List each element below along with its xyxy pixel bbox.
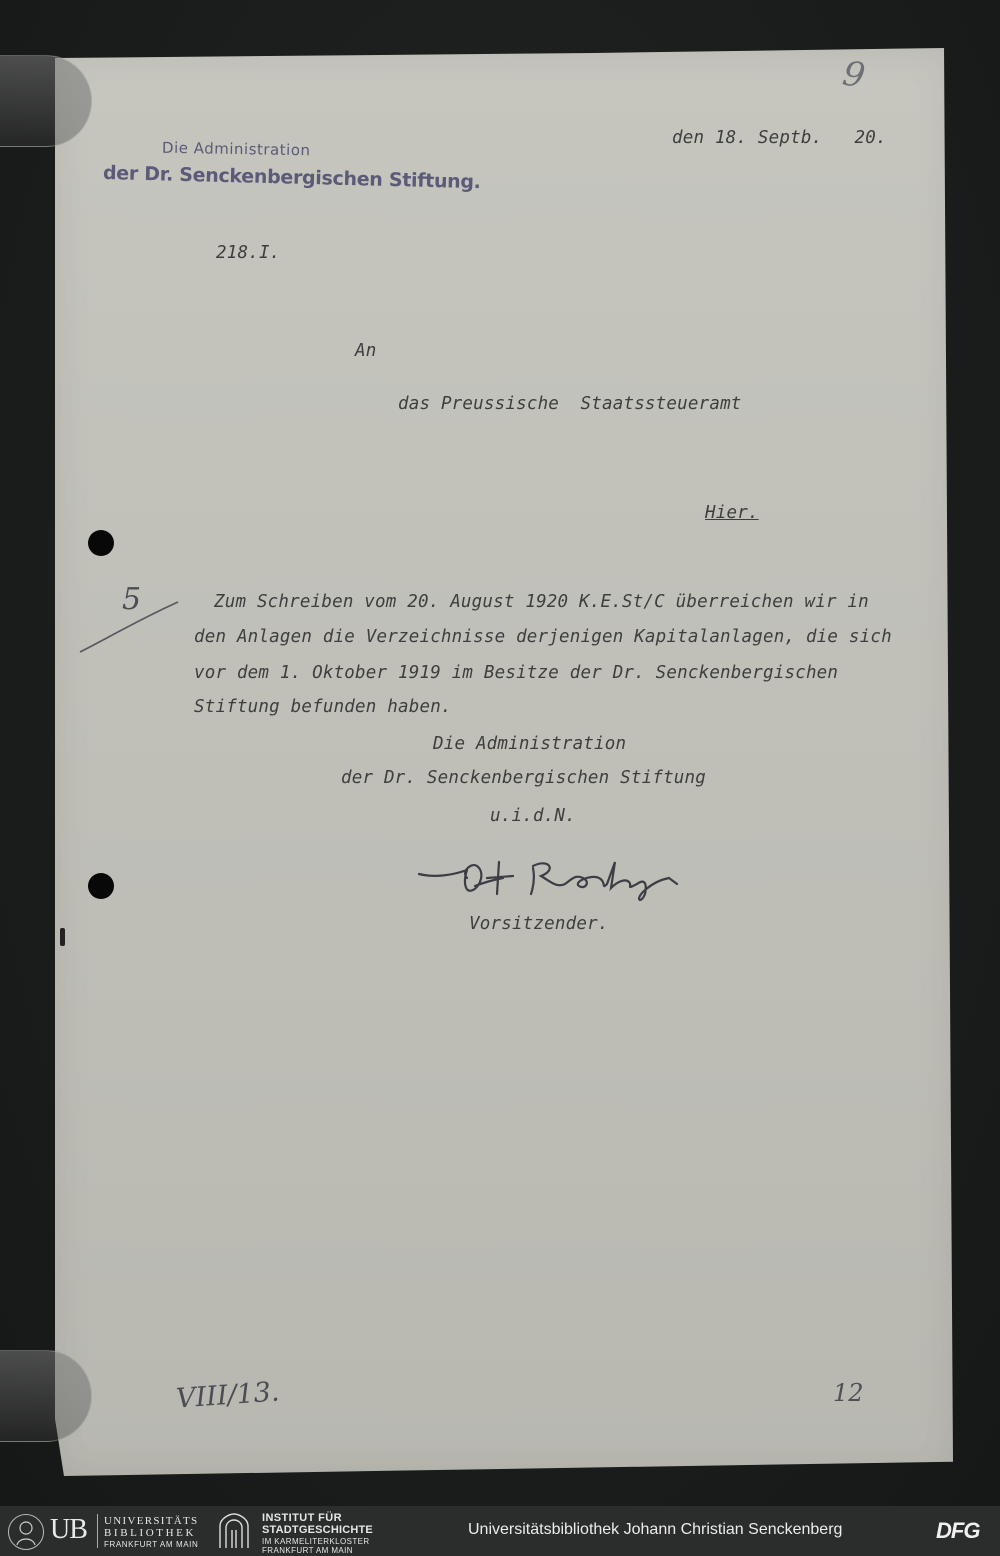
stamp-line-1: Die Administration xyxy=(161,138,311,160)
ub-name-line-2: BIBLIOTHEK xyxy=(104,1527,196,1539)
binder-clip-bottom xyxy=(0,1350,92,1442)
body-line-1: Zum Schreiben vom 20. August 1920 K.E.St/C überreichen wir in xyxy=(214,592,869,612)
stamp-line-2: der Dr. Senckenbergischen Stiftung. xyxy=(102,162,481,194)
addressee: das Preussische Staatssteueramt xyxy=(398,394,742,414)
ub-seal-icon xyxy=(8,1514,44,1550)
isg-arch-icon xyxy=(216,1512,252,1550)
body-line-4: Stiftung befunden haben. xyxy=(194,697,452,717)
ub-divider xyxy=(97,1514,98,1548)
punch-hole xyxy=(88,873,114,899)
isg-name-line-1: INSTITUT FÜR xyxy=(262,1512,342,1524)
folio-number: 12 xyxy=(833,1379,864,1407)
archive-reference: VIII/13. xyxy=(175,1376,281,1415)
body-line-2: den Anlagen die Verzeichnisse derjenigen Kapitalanlagen, die sich xyxy=(194,627,892,647)
letter-sheet xyxy=(55,48,953,1476)
footer-bar xyxy=(0,1506,1000,1556)
library-name: Universitätsbibliothek Johann Christian Senckenberg xyxy=(468,1521,843,1538)
closing-line-1: Die Administration xyxy=(433,734,627,754)
ub-letters: UB xyxy=(50,1514,87,1545)
margin-stroke xyxy=(78,598,183,656)
handwritten-signature xyxy=(415,848,695,908)
handwritten-page-number: 9 xyxy=(839,53,868,97)
letter-reference: 218.I. xyxy=(216,243,281,263)
signature-title: Vorsitzender. xyxy=(469,914,609,934)
isg-name-line-3: IM KARMELITERKLOSTER xyxy=(262,1537,370,1546)
body-line-3: vor dem 1. Oktober 1919 im Besitze der Dr. Senckenbergischen xyxy=(194,663,839,683)
isg-name-line-4: FRANKFURT AM MAIN xyxy=(262,1546,353,1555)
ub-name-line-3: FRANKFURT AM MAIN xyxy=(104,1540,199,1549)
punch-hole xyxy=(88,530,114,556)
ub-name-line-1: UNIVERSITÄTS xyxy=(104,1515,199,1527)
edge-mark xyxy=(60,928,65,946)
location: Hier. xyxy=(705,503,759,523)
dfg-logo: DFG xyxy=(936,1518,980,1543)
binder-clip-top xyxy=(0,55,92,147)
isg-name-line-2: STADTGESCHICHTE xyxy=(262,1524,373,1536)
closing-line-3: u.i.d.N. xyxy=(490,806,576,826)
closing-line-2: der Dr. Senckenbergischen Stiftung xyxy=(341,768,707,788)
salutation-to: An xyxy=(355,341,377,361)
letter-date: den 18. Septb. 20. xyxy=(672,128,887,148)
margin-mark: 5 xyxy=(122,582,142,617)
